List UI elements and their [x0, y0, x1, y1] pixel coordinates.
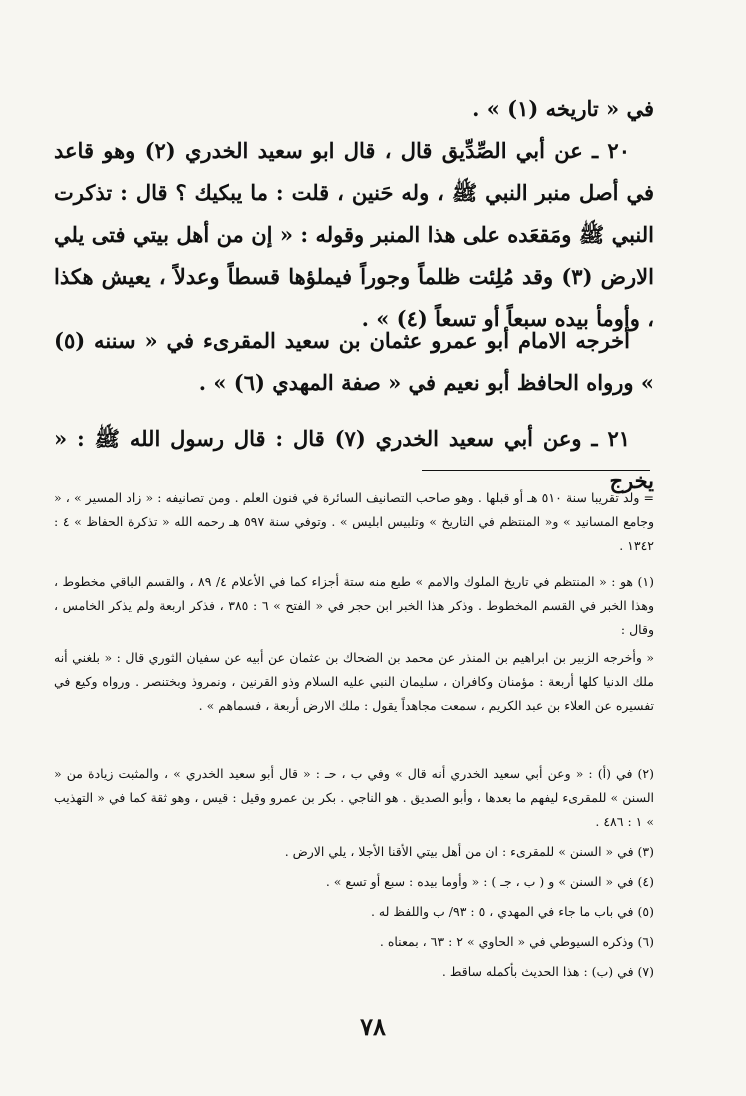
footnote-continuation: = ولد تقريبا سنة ٥١٠ هـ أو قبلها . وهو صاحب التصانيف السائرة في فنون العلم . ومن تصانيفه : « زاد المسير » ، « وجامع المسانيد » و« المنتظم في التاريخ » وتلبيس ابليس » . وتوفي سنة ٥٩٧ هـ رحمه الله « تذكرة الحفاظ » ٤ : ١٣٤٢ .: [54, 490, 655, 553]
hadith-21: ٢١ ـ وعن أبي سعيد الخدري (٧) قال : قال رسول الله ﷺ : « يخرج: [54, 426, 654, 493]
footnote-1-quote: « وأخرجه الزبير بن ابراهيم بن المنذر عن محمد بن الضحاك بن عثمان عن أبيه عن سفيان الثوري قال : « بلغني أنه ملك الدنيا كلها أربعة : مؤمنان وكافران ، سليمان النبي عليه السلام وذو القرنين ، ونمروذ وبختنصر . ورواه وكيع في تفسيره عن العلاء بن عبد الكريم ، سمعت مجاهداً يقول : ملك الارض أربعة ، فسماهم » .: [54, 650, 654, 713]
page-number: ٧٨: [360, 1012, 386, 1041]
footnote-divider: [422, 470, 650, 471]
hadith-20: ٢٠ ـ عن أبي الصِّدِّيق قال ، قال ابو سعيد الخدري (٢) وهو قاعد في أصل منبر النبي ﷺ ، وله حَنين ، قلت : ما يبكيك ؟ قال : تذكرت النبي ﷺ ومَقعَده على هذا المنبر وقوله : « إن من أهل بيتي فتى يلي الارض (٣) وقد مُلِئت ظلماً وجوراً فيملؤها قسطاً وعدلاً ، يعيش هكذا ، وأومأ بيده سبعاً أو تسعاً (٤) » .: [54, 138, 654, 331]
footnote-4: (٤) في « السنن » و ( ب ، جـ ) : « وأوما بيده : سبع أو تسع » .: [325, 874, 654, 889]
footnote-1: (١) هو : « المنتظم في تاريخ الملوك والامم » طبع منه ستة أجزاء كما في الأعلام ٤/ ٨٩ ، والقسم الباقي مخطوط ، وهذا الخبر في القسم المخطوط . وذكر هذا الخبر ابن حجر في « الفتح » ٦ : ٣٨٥ ، فذكر اربعة ولم يذكر الخامس ، وقال :: [54, 574, 654, 637]
footnote-6: (٦) وذكره السيوطي في « الحاوي » ٢ : ٦٣ ، بمعناه .: [379, 934, 654, 949]
takhrij-paragraph: أخرجه الامام أبو عمرو عثمان بن سعيد المقرىء في « سننه (٥) » ورواه الحافظ أبو نعيم في « صفة المهدي (٦) » .: [54, 328, 654, 395]
footnote-3: (٣) في « السنن » للمقرىء : ان من أهل بيتي الأقنا الأجلا ، يلي الارض .: [284, 844, 654, 859]
footnote-5: (٥) في باب ما جاء في المهدي ، ٥ : ٩٣/ ب واللفظ له .: [370, 904, 654, 919]
footnote-2: (٢) في (أ) : « وعن أبي سعيد الخدري أنه قال » وفي ب ، حـ : « قال أبو سعيد الخدري » ، والمثبت زيادة من « السنن » للمقرىء ليفهم ما بعدها ، وأبو الصديق . هو الناجي . بكر بن عمرو وقيل : قيس ، وهو ثقة كما في « التهذيب » ١ : ٤٨٦ .: [54, 766, 654, 829]
paragraph-continuation: في « تاريخه (١) » .: [472, 96, 654, 121]
footnote-7: (٧) في (ب) : هذا الحديث بأكمله ساقط .: [441, 964, 654, 979]
